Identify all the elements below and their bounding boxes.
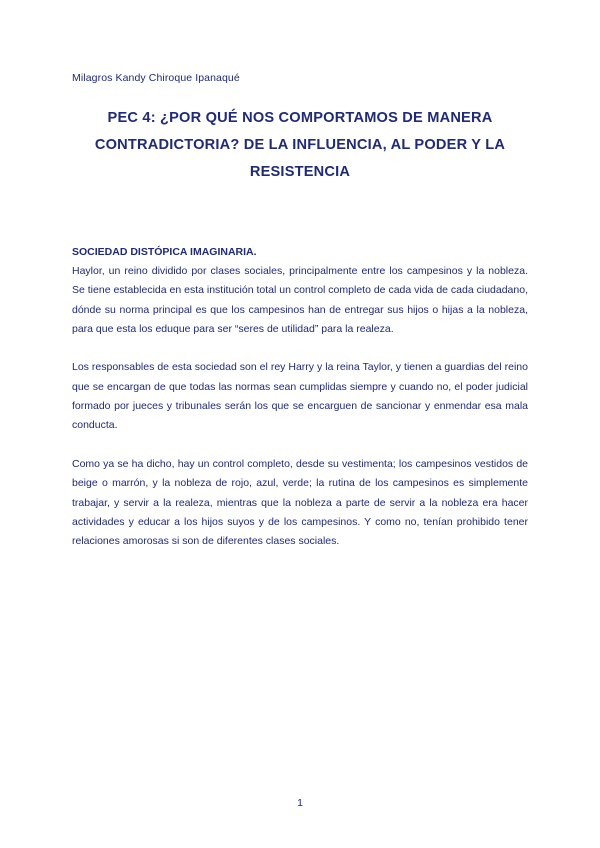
page-number: 1 [297,797,303,809]
paragraph-2: Los responsables de esta sociedad son el rey Harry y la reina Taylor, y tienen a guardias del reino que se encargan de que todas las normas sean cumplidas siempre y cuando no, el poder judicial formado por jueces y tribunales serán los que se encarguen de sancionar y enmendar esa mala conducta. [72,361,528,432]
document-body [72,243,528,571]
title-line-3: RESISTENCIA [249,164,351,180]
title-line-1: PEC 4: ¿POR QUÉ NOS COMPORTAMOS DE MANERA [107,110,493,126]
paragraph-3: Como ya se ha dicho, hay un control completo, desde su vestimenta; los campesinos vestidos de beige o marrón, y la nobleza de rojo, azul, verde; la rutina de los campesinos es simplemente trabajar, y servir a la realeza, mientras que la nobleza a parte de servir a la nobleza era hacer actividades y educar a los hijos suyos y de los campesinos. Y como no, tenían prohibido tener relaciones amorosas si son de diferentes clases sociales. [72,457,528,548]
title-line-2: CONTRADICTORIA? DE LA INFLUENCIA, AL PODER Y LA [94,137,506,153]
author-name: Milagros Kandy Chiroque Ipanaqué [72,72,240,84]
paragraph-1: Haylor, un reino dividido por clases sociales, principalmente entre los campesinos y la nobleza. Se tiene establecida en esta institución total un control completo de cada vida de cada ciudadano, dónde su norma principal es que los campesinos han de entregar sus hijos o hijas a la nobleza, para que esta los eduque para ser “seres de utilidad” para la realeza. [72,265,528,335]
document-title [72,105,528,186]
section-heading: SOCIEDAD DISTÓPICA IMAGINARIA. [72,246,257,258]
